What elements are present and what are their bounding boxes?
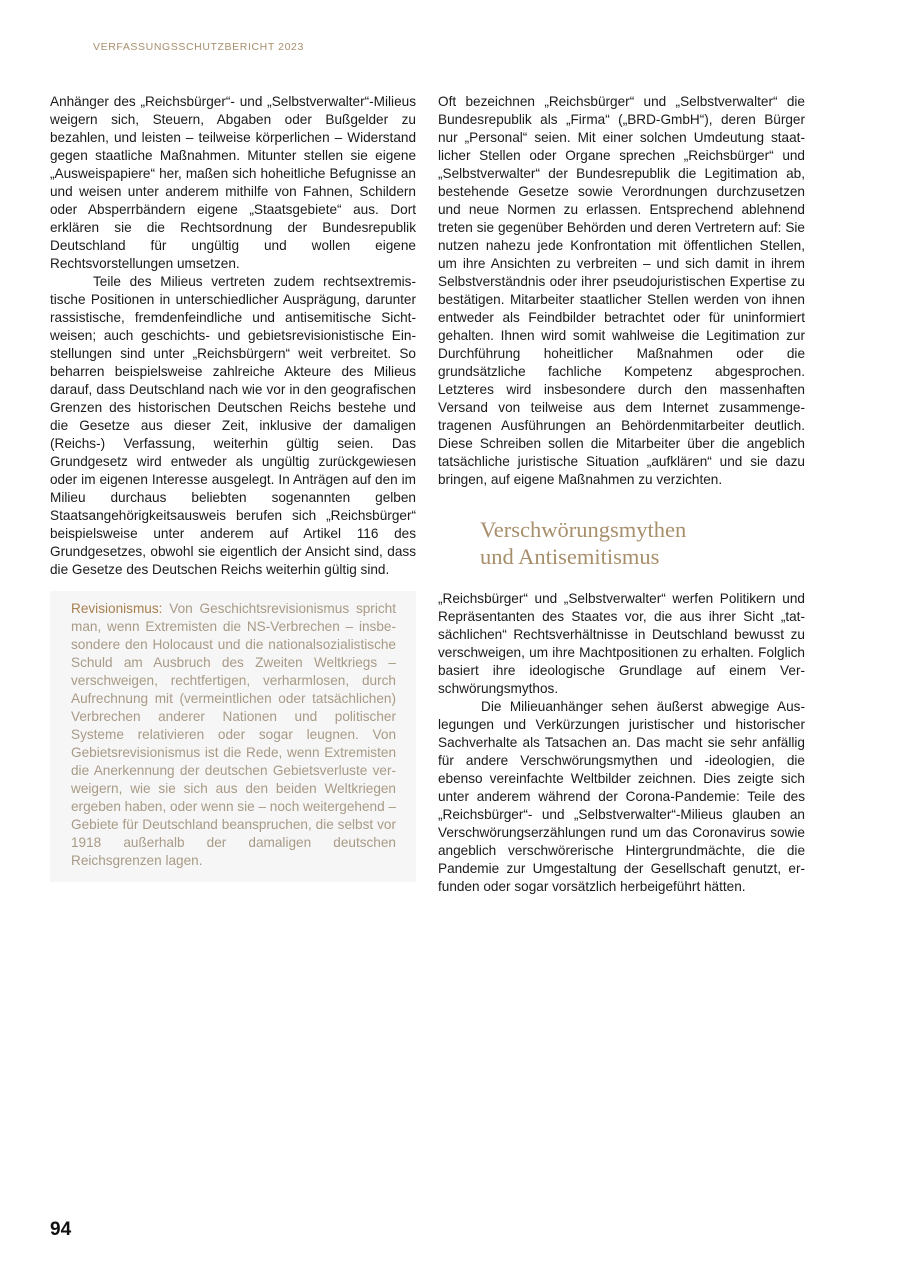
left-column	[50, 93, 416, 882]
body-paragraph: Anhänger des „Reichsbürger“- und „Selbstverwalter“-Milieus weigern sich, Steuern, Abgaben oder Bußgelder zu bezahlen, und leisten – teilweise körperlichen – Widerstand gegen staatliche Maßnahmen. Mitunter stellen sie eigene „Ausweispapiere“ her, maßen sich hoheitliche Befugnisse an und weisen unter anderem mithilfe von Fahnen, Schildern oder Absperrbändern eigene „Staatsgebiete“ aus. Dort erklären sie die Rechtsordnung der Bundesrepublik Deutschland für ungültig und wollen eigene Rechtsvorstellungen umsetzen.	[50, 94, 416, 271]
body-paragraph: Oft bezeichnen „Reichsbürger“ und „Selbstverwalter“ die Bundesrepublik als „Firma“ („BRD-GmbH“), deren Bürger nur „Personal“ seien. Mit einer solchen Umdeutung staatlicher Stellen oder Organe sprechen „Reichsbürger“ und „Selbstverwalter“ der Bundesrepublik die Legitimation ab, bestehende Gesetze sowie Verordnungen durchzusetzen und neue Normen zu erlassen. Entsprechend ablehnend treten sie gegenüber Behörden und deren Vertretern auf: Sie nutzen nahezu jede Konfrontation mit öffentlichen Stellen, um ihre Ansichten zu verbreiten – und sich damit in ihrem Selbstverständnis oder ihrer pseudojuristischen Expertise zu bestätigen. Mitarbeiter staatlicher Stellen werden von ihnen entweder als Feindbilder betrachtet oder für uninformiert gehalten. Ihnen wird somit wahlweise die Legitimation zur Durchführung hoheitlicher Maßnahmen oder die grundsätzliche fachliche Kompetenz abgesprochen. Letzteres wird insbesondere durch den massenhaften Versand von teilweise aus dem Internet zusammengetragenen Ausführungen an Behördenmitarbeiter deutlich. Diese Schreiben sollen die Mitarbeiter über die angeblich tatsächliche juristische Situation „aufklären“ und sie dazu bringen, auf eigene Maßnahmen zu verzichten.	[438, 94, 805, 487]
body-paragraph: Teile des Milieus vertreten zudem rechtsextremistische Positionen in unterschiedlicher Ausprägung, darunter rassistische, fremdenfeindliche und antisemitische Sichtweisen; auch geschichts- und gebietsrevisionistische Einstellungen sind unter „Reichsbürgern“ weit verbreitet. So beharren beispielsweise zahlreiche Akteure des Milieus darauf, dass Deutschland nach wie vor in den geografischen Grenzen des historischen Deutschen Reichs bestehe und die Gesetze aus dieser Zeit, inklusive der damaligen (Reichs-) Verfassung, weiterhin gültig seien. Das Grundgesetz wird entweder als ungültig zurückgewiesen oder im eigenen Interesse ausgelegt. In Anträgen auf den im Milieu durchaus beliebten sogenannten gelben Staatsangehörigkeitsausweis berufen sich „Reichsbürger“ beispielsweise unter anderem auf Artikel 116 des Grundgesetzes, obwohl sie eigentlich der Ansicht sind, dass die Gesetze des Deutschen Reichs weiterhin gültig sind.	[50, 274, 416, 577]
revisionism-info-box	[50, 591, 416, 882]
body-paragraph: Die Milieuanhänger sehen äußerst abwegige Auslegungen und Verkürzungen juristischer und historischer Sachverhalte als Tatsachen an. Das macht sie sehr anfällig für andere Verschwörungsmythen und -ideologien, die ebenso vereinfachte Weltbilder zeichnen. Dies zeigte sich unter anderem während der Corona-Pandemie: Teile des „Reichsbürger“- und „Selbstverwalter“-Milieus glauben an Verschwörungserzählungen rund um das Coronavirus sowie angeblich verschwörerische Hintergrundmächte, die die Pandemie zur Umgestaltung der Gesellschaft genutzt, erfunden oder sogar vorsätzlich herbeigeführt hätten.	[438, 699, 805, 894]
section-heading-line: und Antisemitismus	[480, 544, 660, 569]
running-header: VERFASSUNGSSCHUTZBERICHT 2023	[93, 41, 304, 53]
info-box-text: Von Geschichtsrevisionismus spricht man, wenn Extremisten die NS-Verbrechen – insbesondere den Holocaust und die nationalsozialistische Schuld am Ausbruch des Zweiten Weltkriegs – verschweigen, rechtfertigen, verharmlosen, durch Aufrechnung mit (vermeintlichen oder tatsächlichen) Verbrechen anderer Nationen und politischer Systeme relativieren oder sogar leugnen. Von Gebietsrevisionismus ist die Rede, wenn Extremisten die Anerkennung der deutschen Gebietsverluste verweigern, wie sie sich aus den beiden Weltkriegen ergeben haben, oder wenn sie – noch weitergehend – Gebiete für Deutschland beanspruchen, die selbst vor 1918 außerhalb der damaligen deutschen Reichsgrenzen lagen.	[71, 601, 396, 868]
right-column	[438, 93, 805, 896]
section-heading	[480, 516, 805, 570]
page-number: 94	[50, 1219, 72, 1240]
info-box-term: Revisionismus:	[71, 601, 163, 616]
body-paragraph: „Reichsbürger“ und „Selbstverwalter“ werfen Politikern und Repräsentanten des Staates vor, die aus ihrer Sicht „tatsächlichen“ Rechtsverhältnisse in Deutschland bewusst zu verschweigen, um ihre Machtpositionen zu erhalten. Folglich basiert ihre ideologische Grundlage auf einem Verschwörungsmythos.	[438, 591, 805, 696]
section-heading-line: Verschwörungsmythen	[480, 517, 687, 542]
